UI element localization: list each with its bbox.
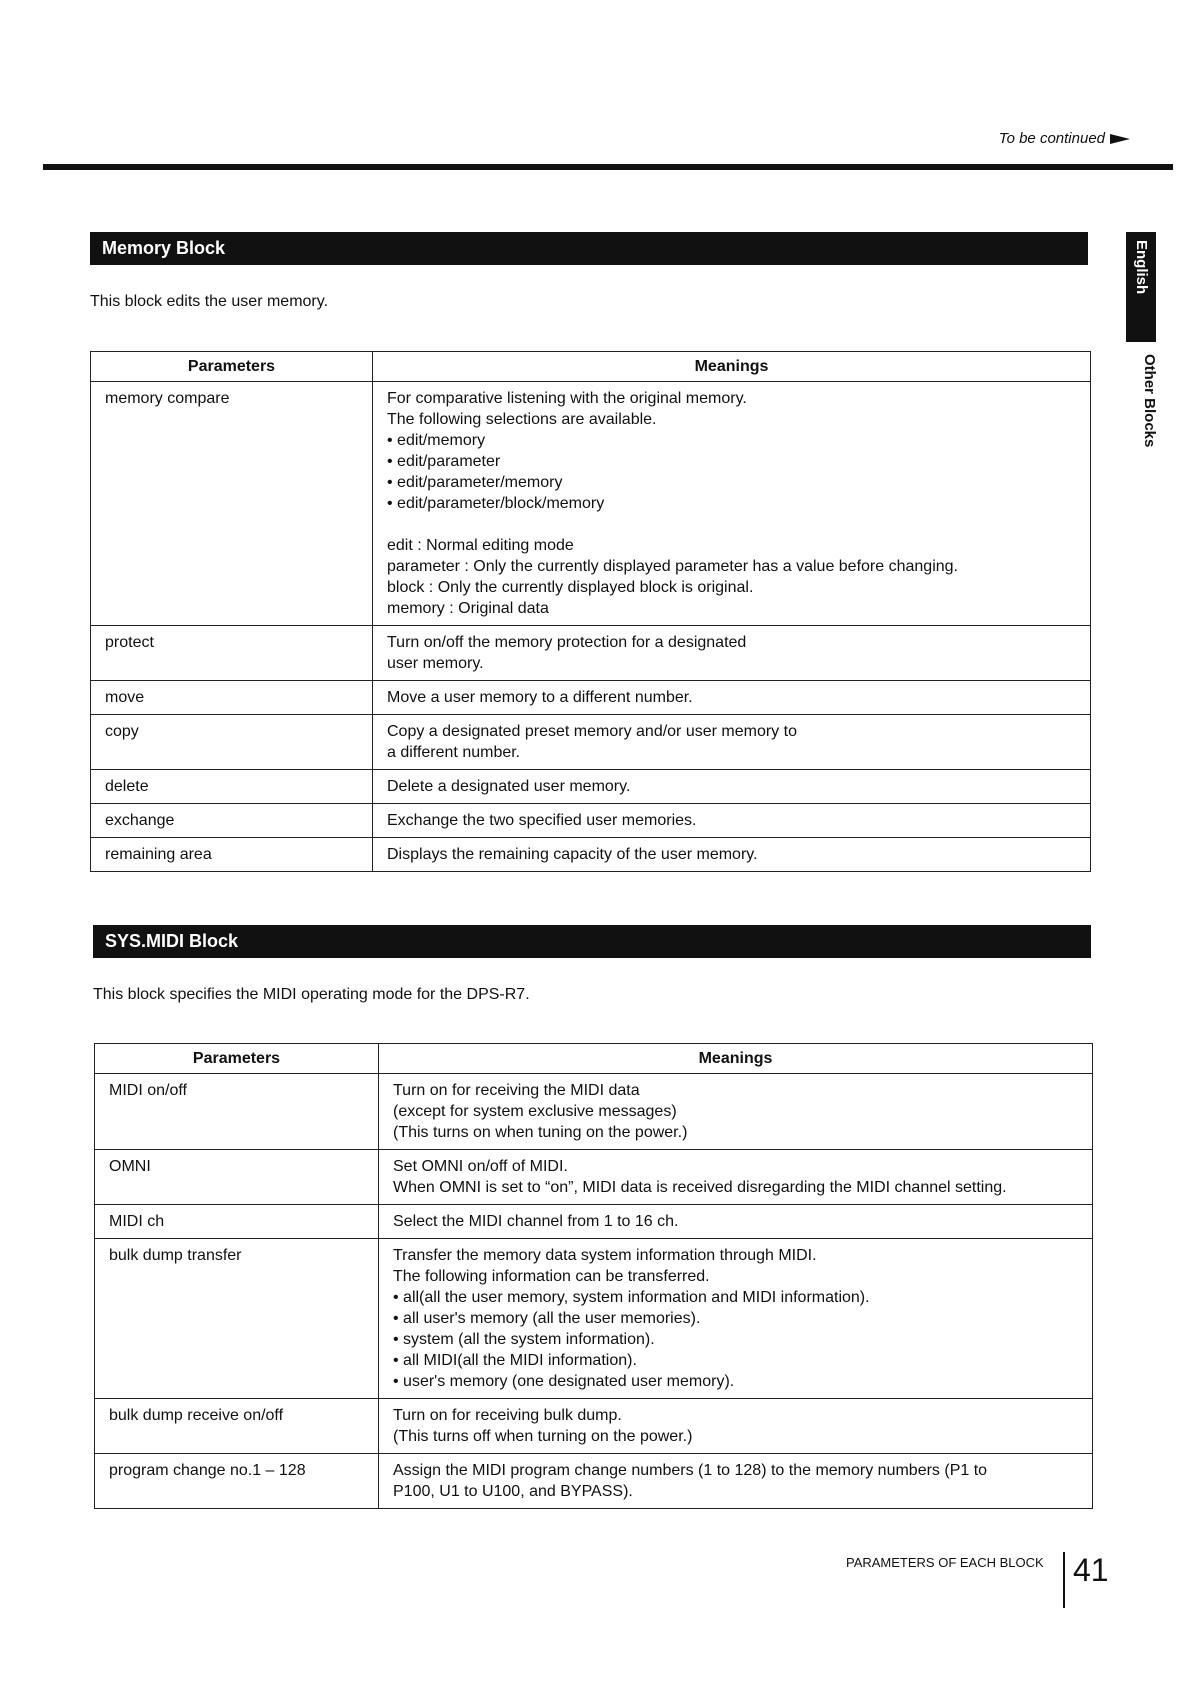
meaning-line: • all(all the user memory, system information and MIDI information). — [393, 1289, 870, 1306]
meaning-cell — [379, 1074, 1093, 1150]
meaning-line: Assign the MIDI program change numbers (1 to 128) to the memory numbers (P1 to — [393, 1462, 988, 1479]
meaning-line: parameter : Only the currently displayed parameter has a value before changing. — [387, 558, 958, 575]
parameter-cell: copy — [91, 715, 373, 770]
memory-block-table-body — [91, 382, 1091, 872]
parameter-cell: exchange — [91, 804, 373, 838]
meaning-line: (This turns on when tuning on the power.) — [393, 1124, 688, 1141]
meaning-line: user memory. — [387, 655, 484, 672]
table-row — [95, 1239, 1093, 1399]
table-row — [95, 1074, 1093, 1150]
meanings-header: Meanings — [379, 1044, 1093, 1074]
meaning-cell — [379, 1239, 1093, 1399]
meaning-line: P100, U1 to U100, and BYPASS). — [393, 1483, 633, 1500]
parameters-header: Parameters — [91, 352, 373, 382]
table-header-row — [91, 352, 1091, 382]
meaning-line: • system (all the system information). — [393, 1331, 655, 1348]
meaning-line: • all MIDI(all the MIDI information). — [393, 1352, 637, 1369]
meaning-line: Displays the remaining capacity of the user memory. — [387, 846, 758, 863]
page-divider — [1063, 1552, 1065, 1608]
arrow-right-icon — [1110, 134, 1130, 144]
meaning-line: Turn on for receiving bulk dump. — [393, 1407, 622, 1424]
meaning-cell — [379, 1205, 1093, 1239]
table-row — [95, 1150, 1093, 1205]
parameter-cell: move — [91, 681, 373, 715]
sysmidi-block-intro: This block specifies the MIDI operating mode for the DPS-R7. — [93, 986, 530, 1003]
side-tab-other-blocks: Other Blocks — [1141, 354, 1158, 448]
table-row — [95, 1205, 1093, 1239]
meaning-line: The following selections are available. — [387, 411, 657, 428]
meaning-line: a different number. — [387, 744, 521, 761]
meaning-line: Turn on/off the memory protection for a designated — [387, 634, 747, 651]
meanings-header: Meanings — [373, 352, 1091, 382]
meaning-cell — [373, 681, 1091, 715]
sysmidi-block-title: SYS.MIDI Block — [93, 925, 1091, 958]
meaning-line: • all user's memory (all the user memories). — [393, 1310, 701, 1327]
meaning-line: block : Only the currently displayed block is original. — [387, 579, 754, 596]
table-row — [91, 681, 1091, 715]
sysmidi-block-table-body — [95, 1074, 1093, 1509]
table-row — [95, 1399, 1093, 1454]
meaning-cell — [373, 770, 1091, 804]
table-header-row — [95, 1044, 1093, 1074]
meaning-cell — [379, 1150, 1093, 1205]
meaning-line: Move a user memory to a different number. — [387, 689, 693, 706]
parameter-cell: remaining area — [91, 838, 373, 872]
meaning-line: Copy a designated preset memory and/or user memory to — [387, 723, 797, 740]
side-tab-english-label: English — [1133, 240, 1150, 295]
page-number: 41 — [1073, 1552, 1109, 1588]
meaning-line: edit : Normal editing mode — [387, 537, 574, 554]
parameter-cell: MIDI ch — [95, 1205, 379, 1239]
parameter-cell: protect — [91, 626, 373, 681]
meaning-line: (except for system exclusive messages) — [393, 1103, 677, 1120]
memory-block-title: Memory Block — [90, 232, 1088, 265]
header-rule — [43, 164, 1173, 170]
table-row — [91, 715, 1091, 770]
sysmidi-block-table — [94, 1043, 1093, 1509]
continued-text: To be continued — [998, 130, 1105, 147]
meaning-cell — [373, 715, 1091, 770]
footer-section: PARAMETERS OF EACH BLOCK — [846, 1555, 1044, 1570]
table-row — [95, 1454, 1093, 1509]
table-row — [91, 804, 1091, 838]
meaning-cell — [373, 804, 1091, 838]
table-row — [91, 838, 1091, 872]
parameter-cell: program change no.1 – 128 — [95, 1454, 379, 1509]
memory-block-intro: This block edits the user memory. — [90, 293, 329, 310]
parameter-cell: bulk dump receive on/off — [95, 1399, 379, 1454]
meaning-cell — [379, 1399, 1093, 1454]
parameter-cell: memory compare — [91, 382, 373, 626]
meaning-line: • edit/memory — [387, 432, 486, 449]
parameter-cell: OMNI — [95, 1150, 379, 1205]
parameter-cell: delete — [91, 770, 373, 804]
meaning-cell — [373, 838, 1091, 872]
table-row — [91, 626, 1091, 681]
parameter-cell: bulk dump transfer — [95, 1239, 379, 1399]
table-row — [91, 382, 1091, 626]
meaning-line: Turn on for receiving the MIDI data — [393, 1082, 640, 1099]
parameters-header: Parameters — [95, 1044, 379, 1074]
meaning-line: (This turns off when turning on the power.) — [393, 1428, 693, 1445]
to-be-continued — [900, 130, 1130, 147]
meaning-line: The following information can be transferred. — [393, 1268, 710, 1285]
meaning-line: • user's memory (one designated user memory). — [393, 1373, 735, 1390]
meaning-line: When OMNI is set to “on”, MIDI data is received disregarding the MIDI channel setting. — [393, 1179, 1007, 1196]
parameter-cell: MIDI on/off — [95, 1074, 379, 1150]
side-tab-english — [1126, 232, 1156, 342]
memory-block-table — [90, 351, 1091, 872]
meaning-cell — [373, 626, 1091, 681]
table-row — [91, 770, 1091, 804]
meaning-cell — [373, 382, 1091, 626]
meaning-line: Delete a designated user memory. — [387, 778, 631, 795]
meaning-line: Select the MIDI channel from 1 to 16 ch. — [393, 1213, 679, 1230]
meaning-line: • edit/parameter — [387, 453, 501, 470]
meaning-line: • edit/parameter/memory — [387, 474, 563, 491]
meaning-spacer — [387, 514, 1076, 535]
meaning-line: Transfer the memory data system information through MIDI. — [393, 1247, 817, 1264]
meaning-line: memory : Original data — [387, 600, 549, 617]
meaning-line: Exchange the two specified user memories. — [387, 812, 697, 829]
meaning-line: • edit/parameter/block/memory — [387, 495, 605, 512]
meaning-line: Set OMNI on/off of MIDI. — [393, 1158, 568, 1175]
meaning-cell — [379, 1454, 1093, 1509]
meaning-line: For comparative listening with the original memory. — [387, 390, 747, 407]
